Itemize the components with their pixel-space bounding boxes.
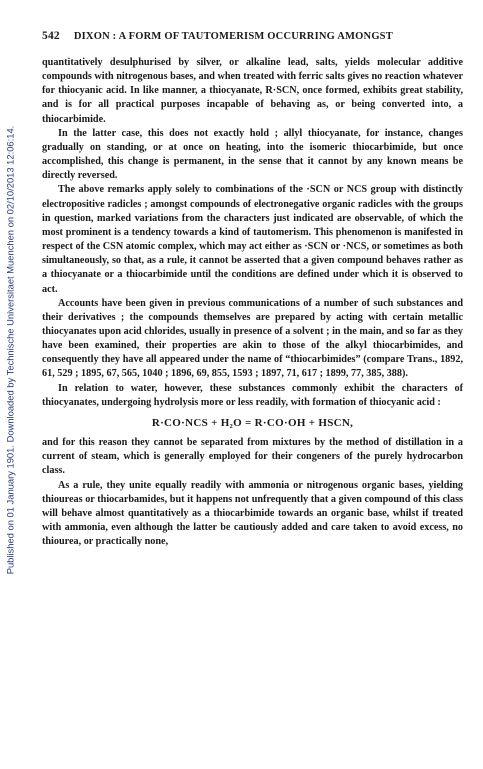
- download-watermark: [3, 20, 17, 680]
- running-header: [42, 30, 462, 44]
- paragraph: In the latter case, this does not exactly hold ; allyl thiocyanate, for instance, changes gradually on standing, or at once on heating, into the isomeric thiocarbimide, but once accomplished, this change is permanent, in the sense that it cannot by any known means be directly reversed.: [42, 127, 463, 182]
- article-body: [42, 56, 463, 549]
- running-title: DIXON : A FORM OF TAUTOMERISM OCCURRING AMONGST: [73, 31, 393, 42]
- paragraph: The above remarks apply solely to combinations of the ·SCN or NCS group with distinctly electropositive radicles ; amongst compounds of electronegative organic radicles with the groups in question, marked variations from the characters just indicated are observable, of which the most prominent is a tendency towards a kind of tautomerism. This phenomenon is manifested in respect of the CSN atomic complex, which may act either as ·SCN or ·NCS, or sometimes as both simultaneously, so that, as a rule, it cannot be asserted that a given compound behaves rather as a thiocyanate or a thiocarbimide until the conditions are defined under which it is observed to act.: [42, 184, 463, 295]
- paragraph: As a rule, they unite equally readily with ammonia or nitrogenous organic bases, yielding thioureas or thiocarbamides, but it happens not unfrequently that a given compound of this class will behave almost quantitatively as a thiocarbimide towards an organic base, whilst if treated with ammonia, even although the latter be cautiously added and care taken to avoid excess, no thiourea, or practically none,: [42, 479, 463, 548]
- chemical-equation: R·CO·NCS + H₂O = R·CO·OH + HSCN,: [151, 416, 354, 429]
- paragraph: and for this reason they cannot be separated from mixtures by the method of distillation in a current of steam, which is generally employed for their congeners of the purely hydrocarbon class.: [42, 437, 463, 477]
- page-number: 542: [42, 30, 60, 42]
- paragraph: In relation to water, however, these substances commonly exhibit the characters of thiocyanates, undergoing hydrolysis more or less readily, with formation of thiocyanic acid :: [42, 382, 463, 408]
- paragraph: Accounts have been given in previous communications of a number of such substances and their derivatives ; the compounds themselves are prepared by acting with certain metallic thiocyanates upon acid chlorides, usually in presence of a solvent ; in the main, and so far as they have been examined, their properties are akin to those of the alkyl thiocarbimides, and consequently they have all appeared under the name of “thiocarbimides” (compare Trans., 1892, 61, 529 ; 1895, 67, 565, 1040 ; 1896, 69, 855, 1593 ; 1897, 71, 617 ; 1899, 77, 385, 388).: [42, 297, 463, 380]
- download-watermark-text: Published on 01 January 1901. Downloaded by Technische Universitaet Muenchen on 02/10/2013 12:06:14.: [4, 125, 16, 575]
- paragraph-continued: quantitatively desulphurised by silver, or alkaline lead, salts, yields molecular additive compounds with nitrogenous bases, and when treated with ferric salts gives no reaction whatever for thiocyanic acid. In like manner, a thiocyanate, R·SCN, once formed, exhibits great stability, and is for all practical purposes incapable of behaving as, or being converted into, a thiocarbimide.: [42, 57, 463, 125]
